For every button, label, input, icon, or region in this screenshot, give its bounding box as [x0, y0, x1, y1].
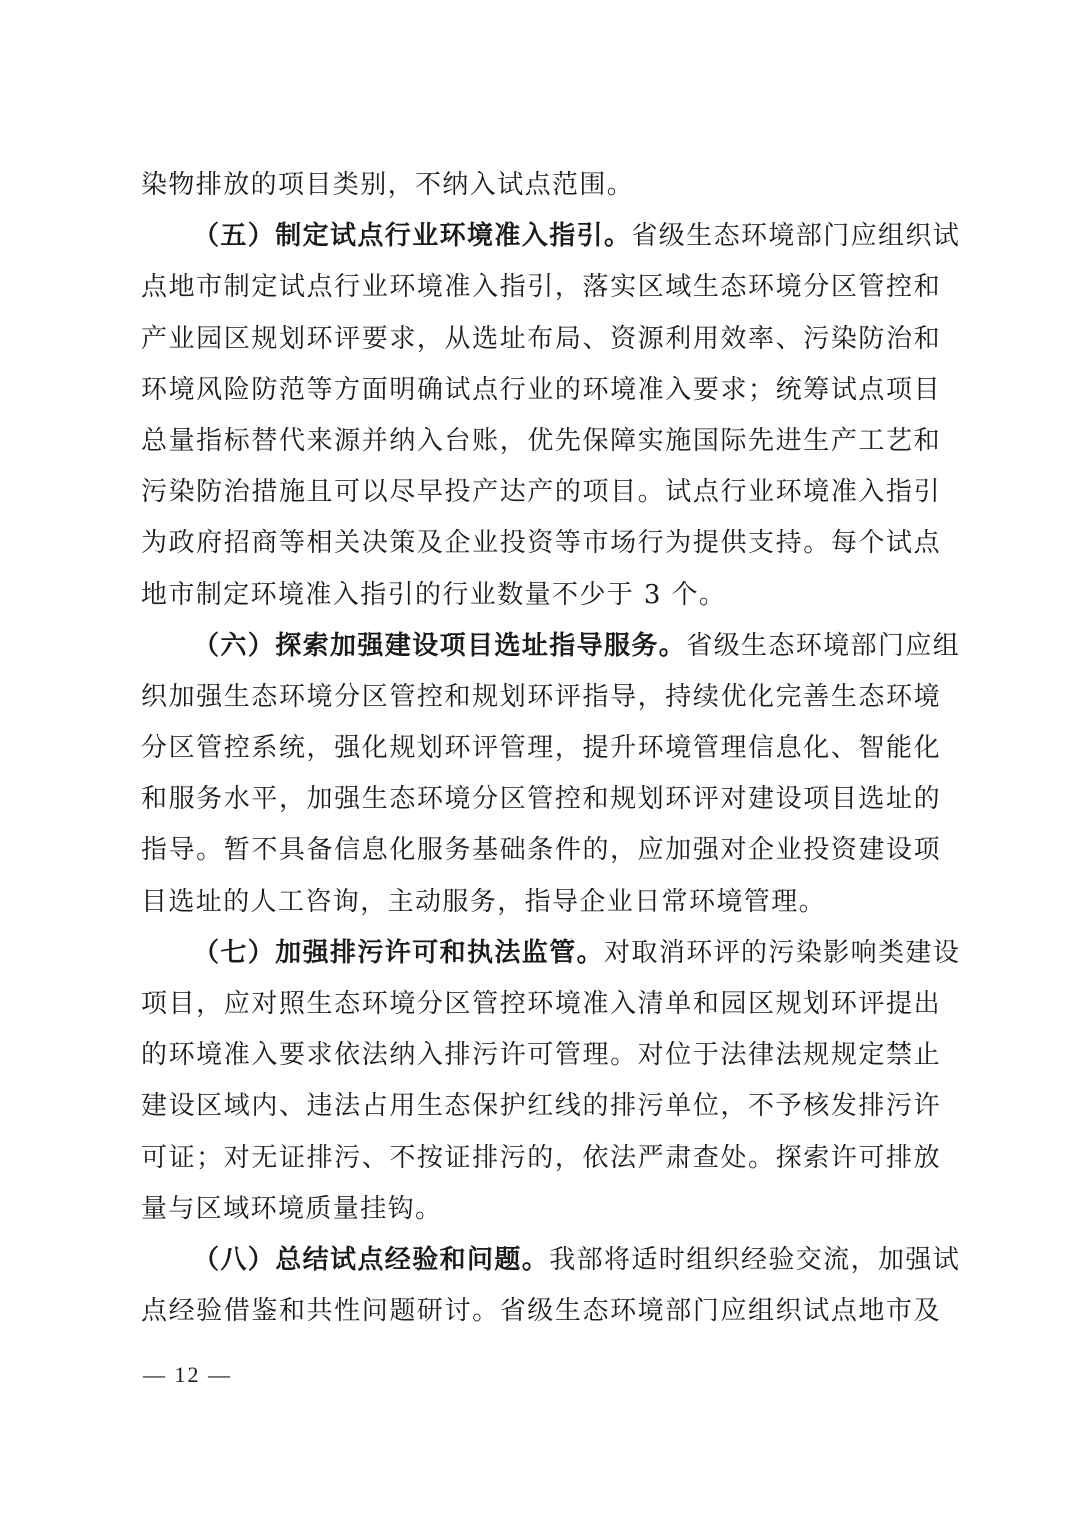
text-line: 目选址的人工咨询，主动服务，指导企业日常环境管理。 [141, 886, 827, 917]
section-first-line [141, 621, 961, 672]
section-first-line [141, 211, 961, 262]
text-line: 为政府招商等相关决策及企业投资等市场行为提供支持。每个试点 [141, 528, 941, 559]
section-five [141, 211, 961, 621]
section-heading: （五）制定试点行业环境准入指引。 [193, 221, 632, 252]
body-text [141, 160, 961, 1337]
section-heading: （七）加强排污许可和执法监管。 [193, 937, 605, 968]
section-first-line-text: 省级生态环境部门应组 [686, 630, 961, 661]
section-first-line-text: 我部将适时组织经验交流，加强试 [549, 1244, 961, 1275]
text-line: 产业园区规划环评要求，从选址布局、资源利用效率、污染防治和 [141, 323, 941, 354]
text-line: 地市制定环境准入指引的行业数量不少于 3 个。 [141, 579, 727, 610]
section-first-line-text: 对取消环评的污染影响类建设 [604, 937, 961, 968]
text-line: 的环境准入要求依法纳入排污许可管理。对位于法律法规规定禁止 [141, 1040, 941, 1071]
text-line: 可证；对无证排污、不按证排污的，依法严肃查处。探索许可排放 [141, 1142, 941, 1173]
page-number: — 12 — [143, 1362, 232, 1387]
section-first-line-text: 省级生态环境部门应组织试 [631, 221, 961, 252]
text-line: 和服务水平，加强生态环境分区管控和规划环评对建设项目选址的 [141, 784, 941, 815]
text-line: 项目，应对照生态环境分区管控环境准入清单和园区规划环评提出 [141, 989, 941, 1019]
section-first-line [141, 928, 961, 979]
text-line: 染物排放的项目类别，不纳入试点范围。 [141, 170, 635, 200]
text-line: 点地市制定试点行业环境准入指引，落实区域生态环境分区管控和 [141, 272, 941, 303]
text-line: 点经验借鉴和共性问题研讨。省级生态环境部门应组织试点地市及 [141, 1296, 941, 1327]
section-seven [141, 928, 961, 1235]
text-line: 污染防治措施且可以尽早投产达产的项目。试点行业环境准入指引 [141, 477, 941, 508]
text-line: 环境风险防范等方面明确试点行业的环境准入要求；统筹试点项目 [141, 374, 941, 405]
section-first-line [141, 1235, 961, 1286]
section-heading: （六）探索加强建设项目选址指导服务。 [193, 630, 687, 661]
text-line: 总量指标替代来源并纳入台账，优先保障实施国际先进生产工艺和 [141, 425, 941, 456]
paragraph-continuation [141, 160, 941, 211]
section-six [141, 621, 961, 928]
section-eight [141, 1235, 961, 1337]
text-line: 指导。暂不具备信息化服务基础条件的，应加强对企业投资建设项 [141, 835, 941, 866]
text-line: 建设区域内、违法占用生态保护红线的排污单位，不予核发排污许 [141, 1091, 941, 1122]
text-line: 量与区域环境质量挂钩。 [141, 1193, 443, 1224]
section-heading: （八）总结试点经验和问题。 [193, 1244, 550, 1275]
text-line: 织加强生态环境分区管控和规划环评指导，持续优化完善生态环境 [141, 681, 941, 712]
text-line: 分区管控系统，强化规划环评管理，提升环境管理信息化、智能化 [141, 733, 941, 764]
